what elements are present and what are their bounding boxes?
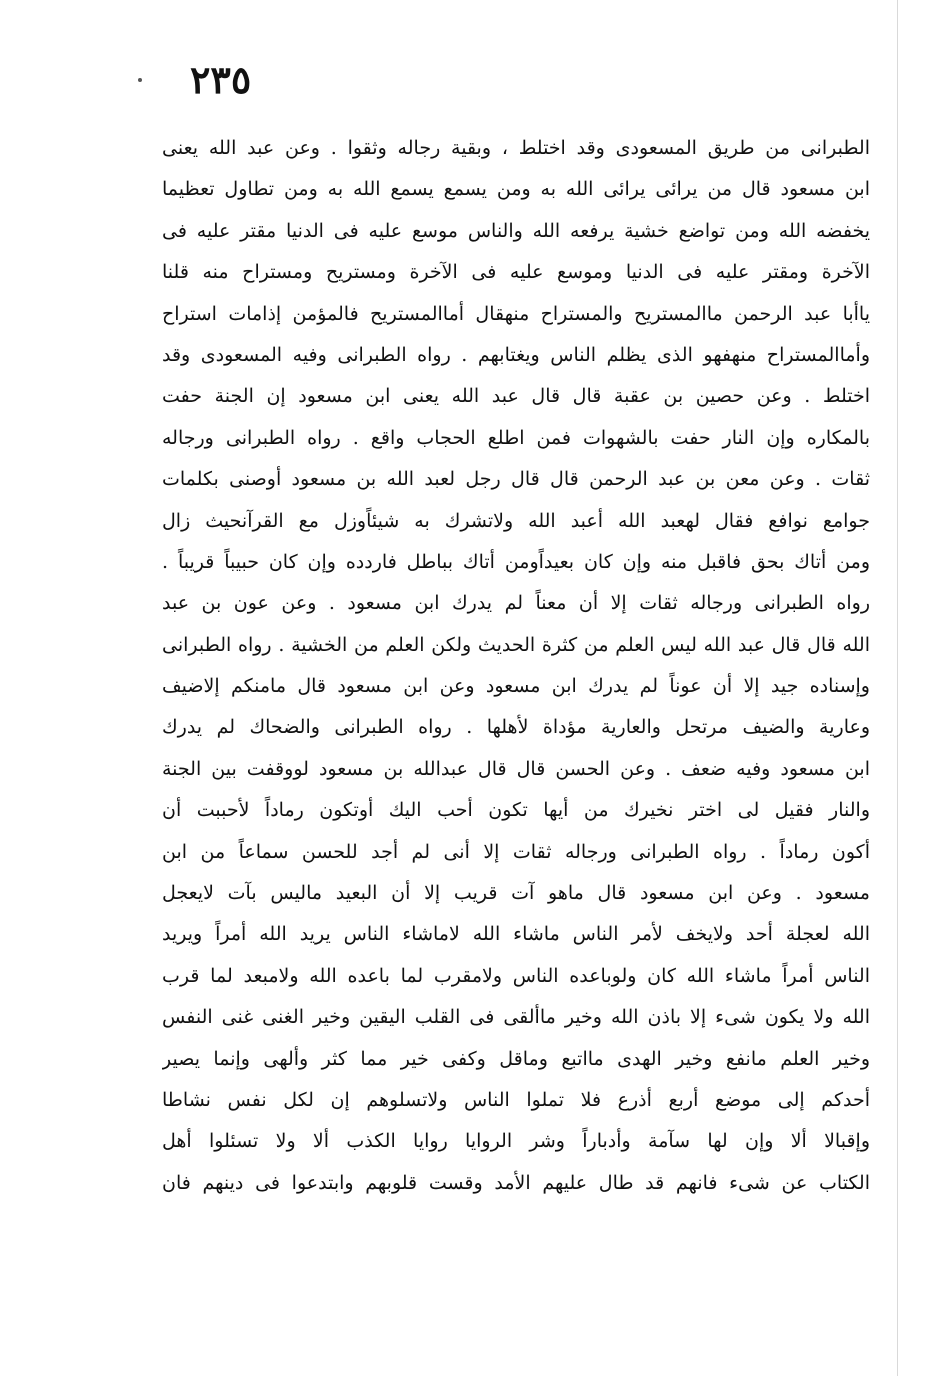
scan-speck xyxy=(138,78,142,82)
text-line: ثقات . وعن معن بن عبد الرحمن قال قال رجل لعبد الله بن مسعود أوصنى بكلمات xyxy=(162,468,870,491)
text-line: بالمكاره وإن النار حفت بالشهوات فمن اطلع الحجاب واقع . رواه الطبرانى ورجاله xyxy=(162,426,870,449)
text-line: اختلط . وعن حصين بن عقبة قال قال عبد الله يعنى ابن مسعود إن الجنة حفت xyxy=(162,385,870,408)
text-line: والنار فقيل لى اختر نخيرك من أيها تكون أحب اليك أوتكون رماداً لأحببت أن xyxy=(162,799,870,822)
text-line: وعارية والضيف مرتحل والعارية مؤداة لأهلها . رواه الطبرانى والضحاك لم يدرك xyxy=(162,716,870,739)
text-line: جوامع نوافع فقال لهعبد الله أعبد الله ولاتشرك به شيئاًوزل مع القرآنحيث زال xyxy=(162,509,870,532)
text-line: الكتاب عن شىء فانهم قد طال عليهم الأمد وقست قلوبهم وابتدعوا فى دينهم فان xyxy=(162,1171,870,1194)
text-line: رواه الطبرانى ورجاله ثقات إلا أن معناً لم يدرك ابن مسعود . وعن عون بن عبد xyxy=(162,592,870,615)
text-line: مسعود . وعن ابن مسعود قال ماهو آت قريب إلا أن البعيد ماليس بآت لايعجل xyxy=(162,882,870,905)
text-line: الناس أمراً ماشاء الله كان ولوباعده الناس ولامقرب لما باعده الله ولامبعد لما قرب xyxy=(162,964,870,987)
text-line: وإقبالا ألا وإن لها سآمة وأدباراً وشر الروايا روايا الكذب ألا ولا تسئلوا أهل xyxy=(162,1130,870,1153)
page-number: ٢٣٥ xyxy=(190,57,252,102)
text-line: الآخرة ومقتر عليه فى الدنيا وموسع عليه فى الآخرة ومستريح ومستراح منه قلنا xyxy=(162,261,870,284)
text-line: ابن مسعود قال من يرائى يرائى الله به ومن يسمع يسمع الله به ومن تطاول تعظيما xyxy=(162,178,870,201)
text-line: الله قال قال عبد الله ليس العلم من كثرة الحديث ولكن العلم من الخشية . رواه الطبرانى xyxy=(162,633,870,656)
text-line: الله ولا يكون شىء إلا باذن الله وخير ماألقى فى القلب اليقين وخير الغنى غنى النفس xyxy=(162,1006,870,1029)
text-line: ومن أتاك بحق فاقبل منه وإن كان بعيداًومن أتاك بباطل فاردده وإن كان حبيباً قريباً . xyxy=(162,550,870,573)
body-text xyxy=(162,128,870,1204)
text-line: وإسناده جيد إلا أن عوناً لم يدرك ابن مسعود وعن ابن مسعود قال مامنكم إلاضيف xyxy=(162,675,870,698)
text-line: الله لعجلة أحد ولايخف لأمر الناس ماشاء الله لاماشاء الناس يريد الله أمراً ويريد xyxy=(162,923,870,946)
scan-edge-line xyxy=(897,0,898,1376)
text-line: وأماالمستراح منهفهو الذى يظلم الناس ويغتابهم . رواه الطبرانى وفيه المسعودى وقد xyxy=(162,343,870,366)
text-line: وخير العلم مانفع وخير الهدى مااتبع وماقل وكفى خير مما كثر وألهى وإنما يصير xyxy=(162,1047,870,1070)
text-line: يخفضه الله ومن تواضع خشية يرفعه الله والناس موسع عليه فى الدنيا مقتر عليه فى xyxy=(162,219,870,242)
text-line: أحدكم إلى موضع أربع أذرع فلا تملوا الناس ولاتسلوهم إن لكل نفس نشاطا xyxy=(162,1088,870,1111)
text-line: أكون رماداً . رواه الطبرانى ورجاله ثقات إلا أنى لم أجد للحسن سماعاً من ابن xyxy=(162,840,870,863)
text-line: ياأبا عبد الرحمن ماالمستريح والمستراح منهقال أماالمستريح فالمؤمن إذامات استراح xyxy=(162,302,870,325)
text-line: ابن مسعود وفيه ضعف . وعن الحسن قال قال عبدالله بن مسعود لووقفت بين الجنة xyxy=(162,757,870,780)
text-line: الطبرانى من طريق المسعودى وقد اختلط ، وبقية رجاله وثقوا . وعن عبد الله يعنى xyxy=(162,137,870,159)
